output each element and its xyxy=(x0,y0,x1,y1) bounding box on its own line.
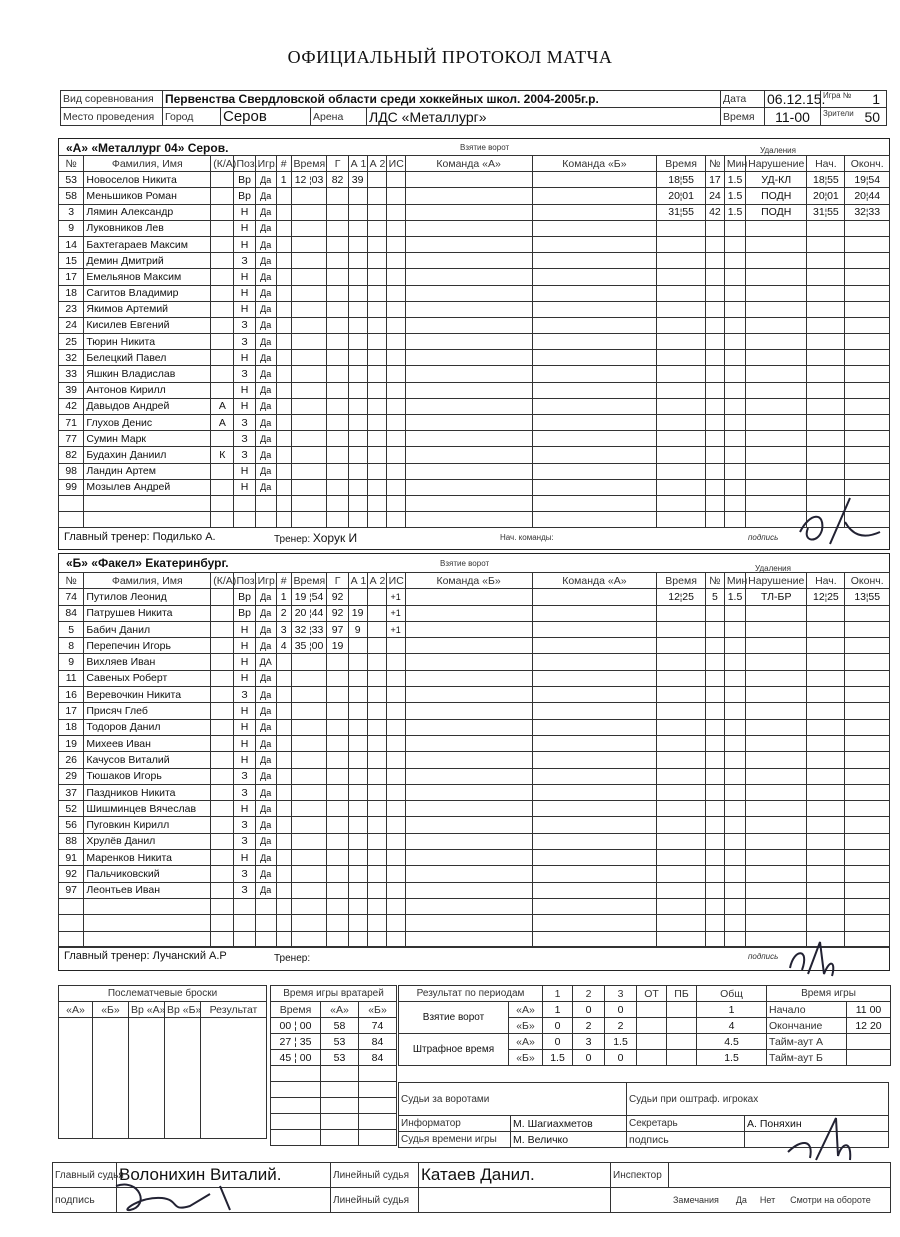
officials-table: Судьи за воротами Судьи при оштраф. игроках Информатор М. Шагиахметов Секретарь А. Поняхин Судья времени игры М. Величко подпись xyxy=(398,1082,889,1148)
team-b-title: «Б» «Факел» Екатеринбург. xyxy=(66,556,229,570)
player-name: Мозылев Андрей xyxy=(84,479,211,495)
main-referee: Волонихин Виталий. xyxy=(117,1163,331,1188)
player-name: Будахин Даниил xyxy=(84,447,211,463)
player-name: Качусов Виталий xyxy=(84,752,211,768)
header-table: Вид соревнования Первенства Свердловской области среди хоккейных школ. 2004-2005г.р. Дата 06.12.15. Игра № 1 Место проведения Город Серов Арена ЛДС «Металлург» Время 11-00 Зрители 50 xyxy=(60,90,887,126)
total-goals-a: 1 xyxy=(697,1002,767,1018)
player-name: Перепечин Игорь xyxy=(84,638,211,654)
city: Серов xyxy=(221,108,311,126)
table-row: 11 Савеных Роберт Н Да xyxy=(59,670,890,686)
total-pim-a: 4.5 xyxy=(697,1034,767,1050)
player-name: Тюрин Никита xyxy=(84,334,211,350)
main-referee-signature xyxy=(110,1176,250,1216)
start-hour: 11 xyxy=(855,1003,867,1016)
table-row xyxy=(59,512,890,528)
player-name: Леонтьев Иван xyxy=(84,882,211,898)
player-name: Пуговкин Кирилл xyxy=(84,817,211,833)
table-row: 77 Сумин Марк З Да xyxy=(59,431,890,447)
table-row: 52 Шишминцев Вячеслав Н Да xyxy=(59,801,890,817)
player-name: Вихляев Иван xyxy=(84,654,211,670)
table-row: 19 Михеев Иван Н Да xyxy=(59,735,890,751)
team-a-title: «А» «Металлург 04» Серов. xyxy=(66,141,229,155)
goalie-time-row: 00 ¦ 00 58 74 xyxy=(271,1018,397,1034)
player-name xyxy=(84,915,211,931)
table-row: 37 Паздников Никита З Да xyxy=(59,784,890,800)
player-name: Маренков Никита xyxy=(84,850,211,866)
table-row: 92 Пальчиковский З Да xyxy=(59,866,890,882)
secretary-signature xyxy=(780,1112,860,1168)
table-row: 29 Тюшаков Игорь З Да xyxy=(59,768,890,784)
table-row: 91 Маренков Никита Н Да xyxy=(59,850,890,866)
team-a-staff: Главный тренер: Подилько А. Тренер: Хорук И Нач. команды: подпись xyxy=(58,527,890,548)
table-row: 32 Белецкий Павел Н Да xyxy=(59,350,890,366)
table-row: 18 Сагитов Владимир Н Да xyxy=(59,285,890,301)
table-row: 97 Леонтьев Иван З Да xyxy=(59,882,890,898)
player-name: Кисилев Евгений xyxy=(84,317,211,333)
player-name: Демин Дмитрий xyxy=(84,253,211,269)
player-name: Тодоров Данил xyxy=(84,719,211,735)
shootout-table: Послематчевые броски «А» «Б» Вр «А» Вр «Б» Результат xyxy=(58,985,267,1139)
player-name: Белецкий Павел xyxy=(84,350,211,366)
player-name: Шишминцев Вячеслав xyxy=(84,801,211,817)
table-row: 16 Веревочкин Никита З Да xyxy=(59,687,890,703)
player-name xyxy=(84,512,211,528)
match-time: 11-00 xyxy=(765,108,821,126)
player-name: Емельянов Максим xyxy=(84,269,211,285)
table-row: 24 Кисилев Евгений З Да xyxy=(59,317,890,333)
table-row: 26 Качусов Виталий Н Да xyxy=(59,752,890,768)
arena: ЛДС «Металлург» xyxy=(367,108,721,126)
table-row: 5 Бабич Данил Н Да 3 32 ¦33 97 9 +1 xyxy=(59,621,890,637)
total-goals-b: 4 xyxy=(697,1018,767,1034)
player-name: Пальчиковский xyxy=(84,866,211,882)
table-row: 9 Вихляев Иван Н ДА xyxy=(59,654,890,670)
player-name: Сагитов Владимир xyxy=(84,285,211,301)
player-name: Веревочкин Никита xyxy=(84,687,211,703)
team-b-staff: Главный тренер: Лучанский А.Р Тренер: подпись xyxy=(58,946,890,967)
goalie-time-table: Время игры вратарей Время «А» «Б» 00 ¦ 00 58 74 27 ¦ 35 53 84 45 ¦ 00 53 84 xyxy=(270,985,397,1146)
player-name: Новоселов Никита xyxy=(84,172,211,188)
table-row: 74 Путилов Леонид Вр Да 1 19 ¦54 92 +1 12¦25 5 1.5 ТЛ-БР 12¦25 13¦55 xyxy=(59,589,890,605)
table-row: 88 Хрулёв Данил З Да xyxy=(59,833,890,849)
table-row: 25 Тюрин Никита З Да xyxy=(59,334,890,350)
coach-a-signature xyxy=(790,492,890,552)
player-name: Антонов Кирилл xyxy=(84,382,211,398)
informer-name: М. Шагиахметов xyxy=(511,1116,627,1132)
table-row: 23 Якимов Артемий Н Да xyxy=(59,301,890,317)
game-time-table: Время игры Начало 11 00 Окончание 12 20 Тайм-аут А Тайм-аут Б xyxy=(766,985,891,1066)
table-row: 98 Ландин Артем Н Да xyxy=(59,463,890,479)
start-minute: 00 xyxy=(869,1003,882,1016)
player-name xyxy=(84,931,211,947)
table-row: 99 Мозылев Андрей Н Да xyxy=(59,479,890,495)
referees-table: Главный судья Волонихин Виталий. Линейный судья Катаев Данил. Инспектор подпись Линейный судья Замечания Да Нет Смотри на обороте xyxy=(52,1162,891,1213)
table-row: 17 Емельянов Максим Н Да xyxy=(59,269,890,285)
table-row xyxy=(59,931,890,947)
player-name: Хрулёв Данил xyxy=(84,833,211,849)
player-name: Лямин Александр xyxy=(84,204,211,220)
spectators: 50 xyxy=(864,108,881,125)
table-row: 17 Присяч Глеб Н Да xyxy=(59,703,890,719)
goalie-time-row: 27 ¦ 35 53 84 xyxy=(271,1034,397,1050)
table-row: 15 Демин Дмитрий З Да xyxy=(59,253,890,269)
table-row: 39 Антонов Кирилл Н Да xyxy=(59,382,890,398)
player-name: Бахтегараев Максим xyxy=(84,236,211,252)
end-hour: 12 xyxy=(855,1019,868,1032)
player-name: Присяч Глеб xyxy=(84,703,211,719)
match-date: 06.12.15. xyxy=(765,91,821,108)
table-row: 9 Луковников Лев Н Да xyxy=(59,220,890,236)
line-referee: Катаев Данил. xyxy=(419,1163,611,1188)
table-row xyxy=(59,898,890,914)
player-name: Паздников Никита xyxy=(84,784,211,800)
player-name: Давыдов Андрей xyxy=(84,398,211,414)
player-name: Меньшиков Роман xyxy=(84,188,211,204)
team-a-table: № Фамилия, Имя (К/А) Поз. Игр. # Время Г А 1 А 2 ИС Команда «А» Команда «Б» Время № Мин Нарушение Нач. Оконч. 53 Новоселов Никита Вр Да 1 12 ¦03 82 39 18¦55 17 1.5 УД-КЛ 18¦55 19¦54 58 Меньшиков Роман Вр Да 20¦01 24 1.5 ПОДН 20¦01 20¦44 3 Лямин Александр Н Да 31¦55 42 1.5 ПОДН 31¦55 32¦33 9 Луковников Лев Н Да 14 Бахтегараев Максим Н Да 15 Демин Дмитрий З Да 17 Емельянов Максим Н Да 18 Сагитов Владимир Н Да 23 Якимов Артемий Н Да 24 Кисилев Евгений З Да 25 Тюрин Никита З Да 32 Белецкий Павел Н Да 33 Яшкин Владислав З Да 39 Антонов Кирилл Н Да 42 Давыдов Андрей А Н Да 71 Глухов Денис А З Да 77 Сумин Марк З Да 82 Будахин Даниил К З Да 98 Ландин Артем Н Да 99 Мозылев Андрей Н Да xyxy=(58,155,890,528)
player-name: Яшкин Владислав xyxy=(84,366,211,382)
player-name: Путилов Леонид xyxy=(84,589,211,605)
table-row: 18 Тодоров Данил Н Да xyxy=(59,719,890,735)
table-row xyxy=(59,915,890,931)
team-b-table: № Фамилия, Имя (К/А) Поз. Игр. # Время Г А 1 А 2 ИС Команда «Б» Команда «А» Время № Мин Нарушение Нач. Оконч. 74 Путилов Леонид Вр Да 1 19 ¦54 92 +1 12¦25 5 1.5 ТЛ-БР 12¦25 13¦55 84 Патрушев Никита Вр Да 2 20 ¦44 92 19 +1 5 Бабич Данил Н Да 3 32 ¦33 97 9 +1 8 Перепечин Игорь Н Да 4 35 ¦00 19 9 Вихляев Иван Н ДА 11 Савеных Роберт Н Да 16 Веревочкин Никита З Да 17 Присяч Глеб Н Да 18 Тодоров Данил Н Да 19 Михеев Иван Н Да 26 Качусов Виталий Н Да 29 Тюшаков Игорь З Да 37 Паздников Никита З Да 52 Шишминцев Вячеслав Н Да 56 Пуговкин Кирилл З Да 88 Хрулёв Данил З Да 91 Маренков Никита Н Да 92 Пальчиковский З Да 97 Леонтьев Иван З Да xyxy=(58,572,890,948)
table-row: 58 Меньшиков Роман Вр Да 20¦01 24 1.5 ПОДН 20¦01 20¦44 xyxy=(59,188,890,204)
table-row: 53 Новоселов Никита Вр Да 1 12 ¦03 82 39 18¦55 17 1.5 УД-КЛ 18¦55 19¦54 xyxy=(59,172,890,188)
goalie-time-row: 45 ¦ 00 53 84 xyxy=(271,1050,397,1066)
secretary-name: А. Поняхин xyxy=(745,1116,889,1132)
player-name: Сумин Марк xyxy=(84,431,211,447)
player-name: Савеных Роберт xyxy=(84,670,211,686)
player-name xyxy=(84,898,211,914)
player-name: Тюшаков Игорь xyxy=(84,768,211,784)
end-minute: 20 xyxy=(869,1019,882,1032)
competition-name: Первенства Свердловской области среди хоккейных школ. 2004-2005г.р. xyxy=(163,91,721,108)
coach-b-signature xyxy=(780,938,840,982)
player-name: Бабич Данил xyxy=(84,621,211,637)
player-name xyxy=(84,495,211,511)
table-row: 14 Бахтегараев Максим Н Да xyxy=(59,236,890,252)
total-pim-b: 1.5 xyxy=(697,1050,767,1066)
table-row xyxy=(59,495,890,511)
table-row: 3 Лямин Александр Н Да 31¦55 42 1.5 ПОДН 31¦55 32¦33 xyxy=(59,204,890,220)
table-row: 71 Глухов Денис А З Да xyxy=(59,415,890,431)
player-name: Якимов Артемий xyxy=(84,301,211,317)
table-row: 56 Пуговкин Кирилл З Да xyxy=(59,817,890,833)
player-name: Глухов Денис xyxy=(84,415,211,431)
game-number: 1 xyxy=(872,91,881,107)
table-row: 8 Перепечин Игорь Н Да 4 35 ¦00 19 xyxy=(59,638,890,654)
period-results-table: Результат по периодам 1 2 3 ОТ ПБ Общ Взятие ворот «А» 1 0 0 1 «Б» 0 2 2 4 Штрафное время «А» 0 3 1.5 4.5 «Б» 1.5 0 0 1.5 xyxy=(398,985,767,1066)
player-name: Михеев Иван xyxy=(84,735,211,751)
table-row: 84 Патрушев Никита Вр Да 2 20 ¦44 92 19 +1 xyxy=(59,605,890,621)
table-row: 82 Будахин Даниил К З Да xyxy=(59,447,890,463)
player-name: Ландин Артем xyxy=(84,463,211,479)
timekeeper-name: М. Величко xyxy=(511,1132,627,1148)
player-name: Патрушев Никита xyxy=(84,605,211,621)
page-title: ОФИЦИАЛЬНЫЙ ПРОТОКОЛ МАТЧА xyxy=(287,47,613,67)
player-name: Луковников Лев xyxy=(84,220,211,236)
table-row: 33 Яшкин Владислав З Да xyxy=(59,366,890,382)
table-row: 42 Давыдов Андрей А Н Да xyxy=(59,398,890,414)
